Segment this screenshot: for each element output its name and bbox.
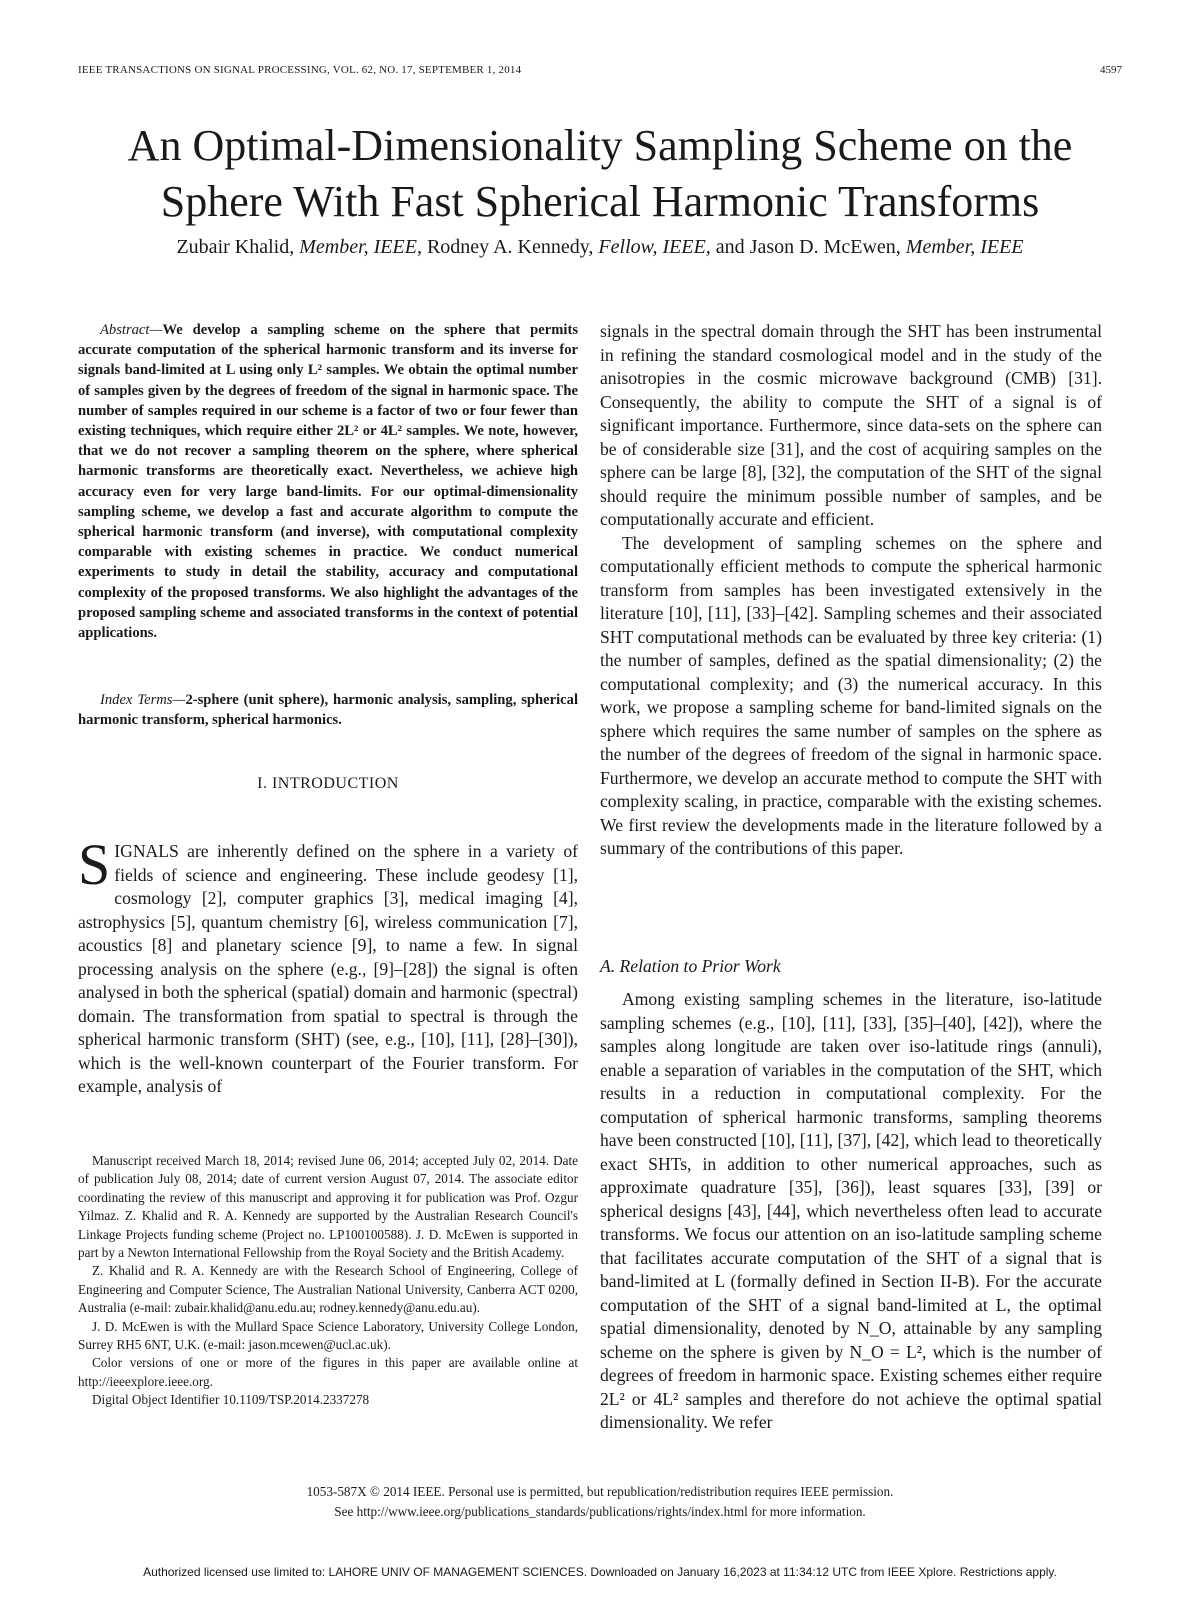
introduction-paragraph <box>78 832 578 1099</box>
paper-title <box>60 118 1140 230</box>
copyright-line-2: See http://www.ieee.org/publications_standards/publications/rights/index.html for more information. <box>334 1504 866 1519</box>
author-and: and <box>715 236 745 258</box>
index-terms-text: 2-sphere (unit sphere), harmonic analysis, sampling, spherical harmonic transform, spherical harmonics. <box>78 692 579 729</box>
author-2-role: Fellow, IEEE, <box>598 236 711 258</box>
copyright-line-1: 1053-587X © 2014 IEEE. Personal use is permitted, but republication/redistribution requires IEEE permission. <box>306 1484 894 1499</box>
footnote-affiliation-2: J. D. McEwen is with the Mullard Space Science Laboratory, University College London, Surrey RH5 6NT, U.K. (e-mail: jason.mcewen@ucl.ac.uk). <box>78 1318 578 1353</box>
author-line <box>60 236 1140 259</box>
authorized-use-notice: Authorized licensed use limited to: LAHORE UNIV OF MANAGEMENT SCIENCES. Downloaded on January 16,2023 at 11:34:12 UTC from IEEE Xplore. Restrictions apply. <box>143 1565 1057 1579</box>
author-2: Rodney A. Kennedy, <box>426 236 594 258</box>
footnote-doi: Digital Object Identifier 10.1109/TSP.2014.2337278 <box>92 1392 370 1408</box>
section-heading-introduction: I. INTRODUCTION <box>257 775 399 792</box>
intro-text: IGNALS are inherently defined on the sphere in a variety of fields of science and engineering. These include geodesy [1], cosmology [2], computer graphics [3], medical imaging [4], astrophysics [5], quantum chemistry [6], wireless communication [7], acoustics [8] and planetary science [9], to name a few. In signal processing analysis on the sphere (e.g., [9]–[28]) the signal is often analysed in both the spherical (spatial) domain and harmonic (spectral) domain. The transformation from spatial to spectral is through the spherical harmonic transform (SHT) (see, e.g., [10], [11], [28]–[30]), which is the well-known counterpart of the Fourier transform. For example, analysis of <box>78 841 578 1096</box>
index-terms-label: Index Terms— <box>100 692 186 708</box>
drop-cap: S <box>78 832 111 897</box>
title-line-2: Sphere With Fast Spherical Harmonic Transforms <box>160 177 1040 226</box>
subsection-heading: A. Relation to Prior Work <box>600 956 781 976</box>
running-header: IEEE TRANSACTIONS ON SIGNAL PROCESSING, VOL. 62, NO. 17, SEPTEMBER 1, 2014 <box>78 64 522 76</box>
footnote-affiliation-1: Z. Khalid and R. A. Kennedy are with the Research School of Engineering, College of Engineering and Computer Science, The Australian National University, Canberra ACT 0200, Australia (e-mail: zubair.khalid@anu.edu.au; rodney.kennedy@anu.edu.au). <box>78 1263 578 1316</box>
right-paragraph-1: signals in the spectral domain through the SHT has been instrumental in refining the standard cosmological model and in the study of the anisotropies in the cosmic microwave background (CMB) [31]. Consequently, the ability to compute the SHT of a signal is of significant importance. Furthermore, since data-sets on the sphere can be of considerable size [31], and the cost of acquiring samples on the sphere can be large [8], [32], the computation of the SHT of the signal should require the minimum possible number of samples, and be computationally accurate and efficient. <box>600 321 1102 529</box>
author-3-role: Member, IEEE <box>905 236 1024 258</box>
author-1-role: Member, IEEE, <box>299 236 422 258</box>
footnote-color: Color versions of one or more of the figures in this paper are available online at http://ieeexplore.ieee.org. <box>78 1355 578 1389</box>
author-3: Jason D. McEwen, <box>749 236 901 258</box>
right-paragraph-2: The development of sampling schemes on the sphere and computationally efficient methods to compute the spherical harmonic transform from samples has been investigated extensively in the literature [10], [11], [33]–[42]. Sampling schemes and their associated SHT computational methods can be evaluated by three key criteria: (1) the number of samples, defined as the spatial dimensionality; (2) the computational complexity; and (3) the numerical accuracy. In this work, we propose a sampling scheme for band-limited signals on the sphere which requires the same number of samples on the sphere as the number of the degrees of freedom of the signal in harmonic space. Furthermore, we develop an accurate method to compute the SHT with complexity scaling, in practice, comparable with the existing schemes. We first review the developments made in the literature followed by a summary of the contributions of this paper. <box>600 532 1102 858</box>
author-1: Zubair Khalid, <box>176 236 295 258</box>
abstract-text: We develop a sampling scheme on the sphere that permits accurate computation of the spherical harmonic transform and its inverse for signals band-limited at L using only L² samples. We obtain the optimal number of samples given by the degrees of freedom of the signal in harmonic space. The number of samples required in our scheme is a factor of two or four fewer than existing techniques, which require either 2L² or 4L² samples. We note, however, that we do not recover a sampling theorem on the sphere, where spherical harmonic transforms are theoretically exact. Nevertheless, we achieve high accuracy even for very large band-limits. For our optimal-dimensionality sampling scheme, we develop a fast and accurate algorithm to compute the spherical harmonic transform (and inverse), with computational complexity comparable with existing schemes in practice. We conduct numerical experiments to study in detail the stability, accuracy and computational complexity of the proposed transforms. We also highlight the advantages of the proposed sampling scheme and associated transforms in the context of potential applications. <box>78 322 578 642</box>
right-paragraph-3: Among existing sampling schemes in the literature, iso-latitude sampling schemes (e.g., [10], [11], [33], [35]–[40], [42]), where the samples along longitude are taken over iso-latitude rings (annuli), enable a separation of variables in the computation of the SHT, which results in a reduction in computational complexity. For the computation of spherical harmonic transforms, sampling theorems have been constructed [10], [11], [37], [42], which lead to theoretically exact SHTs, in addition to other numerical approaches, such as approximate quadrature [35], [36]), least squares [33], [39] or spherical designs [43], [44], which nevertheless often lead to accurate transforms. We focus our attention on an iso-latitude sampling scheme that facilitates accurate computation of the SHT of a signal that is band-limited at L (formally defined in Section II-B). For the accurate computation of the SHT of a signal band-limited at L, the optimal spatial dimensionality, denoted by N_O, attainable by any sampling scheme on the sphere is given by N_O = L², which is the number of degrees of freedom in harmonic space. Existing schemes either require 2L² or 4L² samples and therefore do not achieve the optimal spatial dimensionality. We refer <box>600 989 1102 1432</box>
abstract-label: Abstract— <box>100 322 163 338</box>
abstract <box>78 320 578 643</box>
right-column-top <box>600 320 1102 861</box>
footnotes <box>78 1152 578 1410</box>
footnote-manuscript: Manuscript received March 18, 2014; revised June 06, 2014; accepted July 02, 2014. Date of publication July 08, 2014; date of current version August 07, 2014. The associate editor coordinating the review of this manuscript and approving it for publication was Prof. Ozgur Yilmaz. Z. Khalid and R. A. Kennedy are supported by the Australian Research Council's Linkage Projects funding scheme (Project no. LP100100588). J. D. McEwen is supported in part by a Newton International Fellowship from the Royal Society and the British Academy. <box>78 1153 578 1261</box>
page-number: 4597 <box>1100 64 1122 76</box>
right-column-bottom <box>600 988 1102 1435</box>
index-terms <box>78 690 578 730</box>
title-line-1: An Optimal-Dimensionality Sampling Scheme on the <box>127 121 1073 170</box>
copyright-notice <box>60 1482 1140 1522</box>
